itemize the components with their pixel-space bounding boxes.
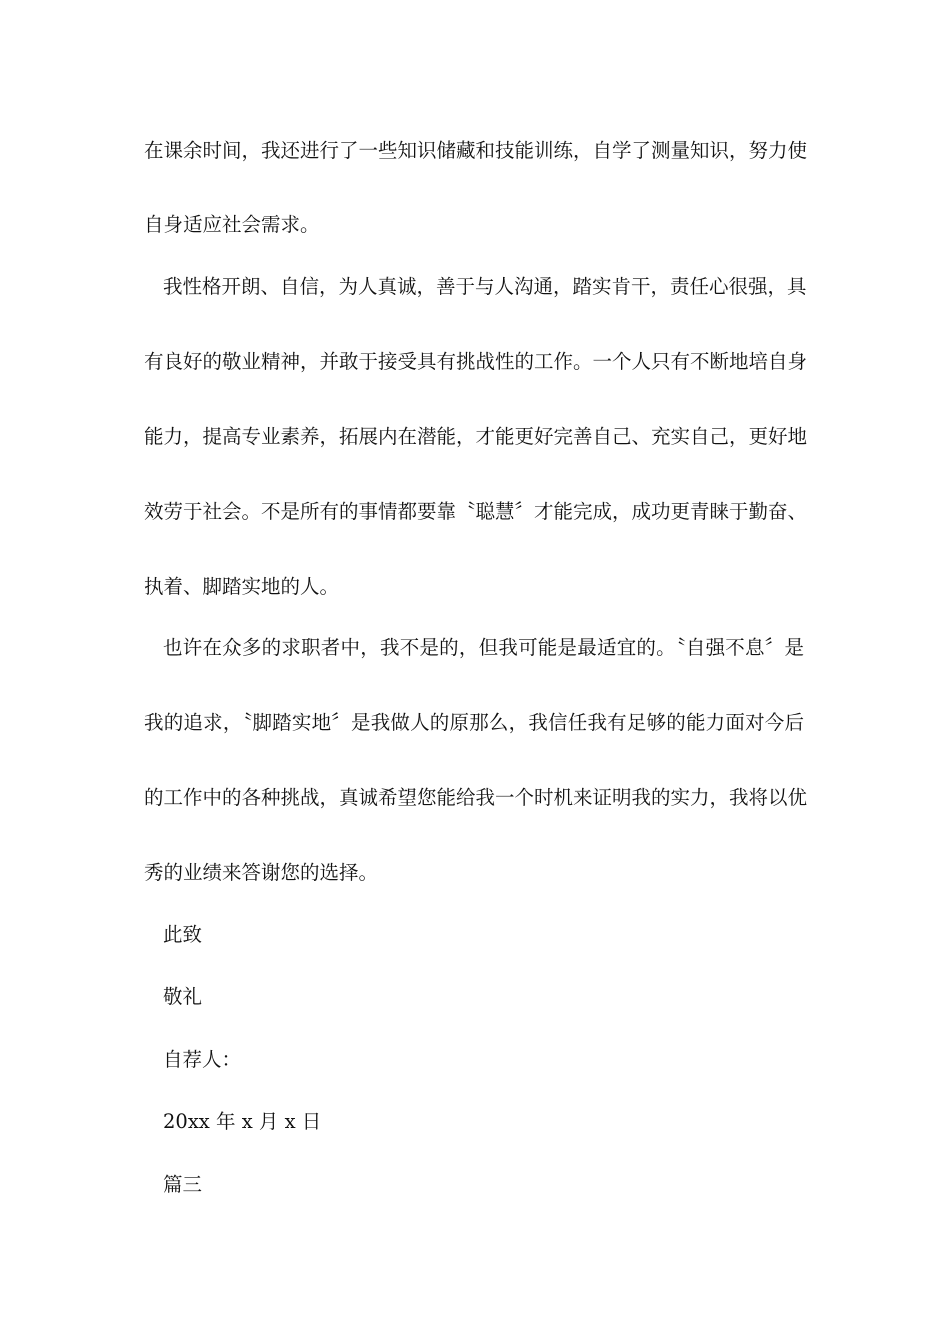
paragraph-line: 也许在众多的求职者中，我不是的，但我可能是最适宜的。〝自强不息〞是	[163, 636, 804, 659]
paragraph-line: 秀的业绩来答谢您的选择。	[144, 861, 379, 884]
paragraph-line: 自身适应社会需求。	[144, 213, 320, 236]
paragraph-line: 在课余时间，我还进行了一些知识储藏和技能训练，自学了测量知识，努力使	[144, 139, 808, 162]
paragraph-line: 执着、脚踏实地的人。	[144, 575, 340, 598]
signer-label: 自荐人：	[163, 1048, 242, 1071]
closing-text: 此致	[163, 923, 203, 946]
paragraph-line: 的工作中的各种挑战，真诚希望您能给我一个时机来证明我的实力，我将以优	[144, 786, 808, 809]
salute-text: 敬礼	[163, 985, 203, 1008]
paragraph-line: 我的追求，〝脚踏实地〞是我做人的原那么，我信任我有足够的能力面对今后	[144, 711, 804, 734]
paragraph-line: 效劳于社会。不是所有的事情都要靠〝聪慧〞才能完成，成功更青睐于勤奋、	[144, 500, 808, 523]
section-heading: 篇三	[163, 1173, 203, 1196]
paragraph-line: 能力，提高专业素养，拓展内在潜能，才能更好完善自己、充实自己，更好地	[144, 425, 808, 448]
paragraph-line: 我性格开朗、自信，为人真诚，善于与人沟通，踏实肯干，责任心很强，具	[163, 275, 807, 298]
paragraph-line: 有良好的敬业精神，并敢于接受具有挑战性的工作。一个人只有不断地培自身	[144, 350, 808, 373]
date-line: 20xx 年 x 月 x 日	[163, 1110, 322, 1133]
